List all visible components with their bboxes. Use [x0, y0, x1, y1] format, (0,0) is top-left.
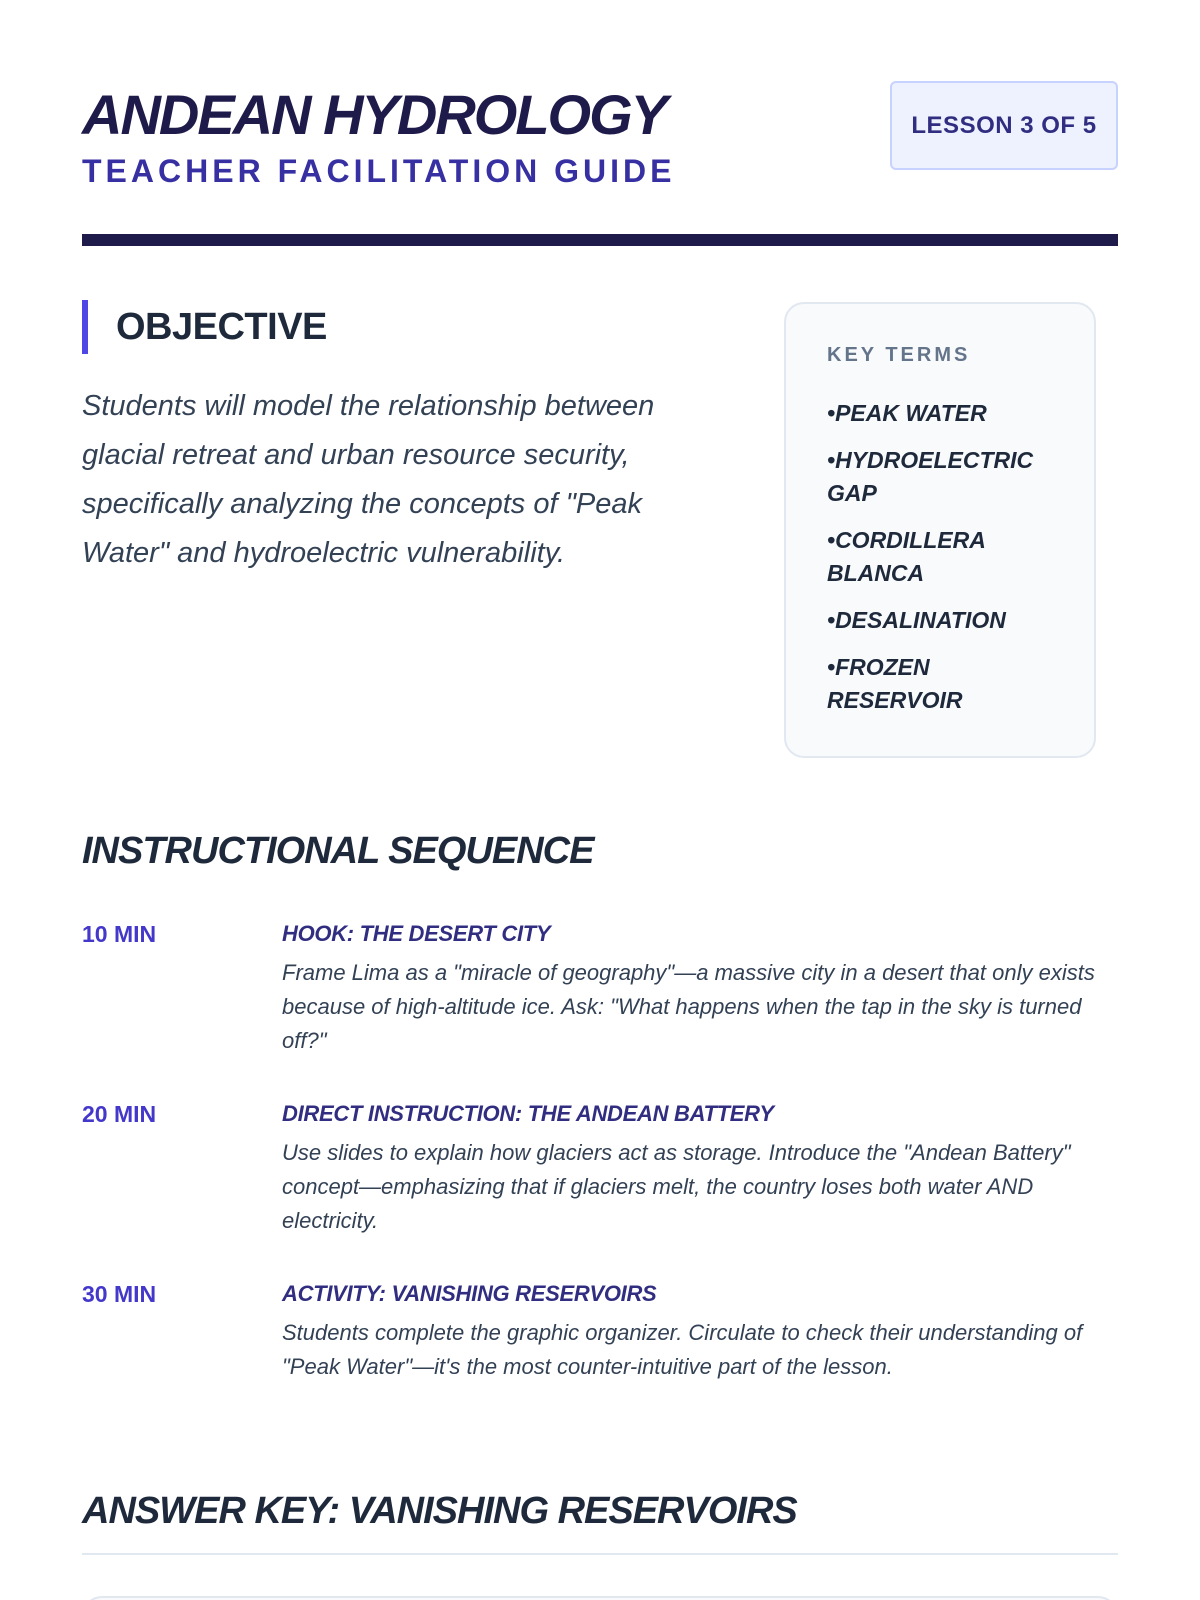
document-header [82, 0, 1118, 250]
key-terms-label: KEY TERMS [827, 344, 971, 366]
key-term-item: • PEAK WATER [827, 397, 1054, 430]
sequence-step-hook [82, 918, 1118, 1098]
objective-heading: OBJECTIVE [82, 300, 732, 354]
step-body [282, 1278, 1114, 1384]
answer-key-card [82, 1596, 1118, 1600]
step-title: ACTIVITY: VANISHING RESERVOIRS [282, 1281, 657, 1306]
objective-section [82, 300, 732, 578]
sequence-step-direct-instruction [82, 1098, 1118, 1278]
document-subtitle: TEACHER FACILITATION GUIDE [82, 153, 676, 189]
document-title: ANDEAN HYDROLOGY [82, 83, 667, 146]
step-title: HOOK: THE DESERT CITY [282, 921, 551, 946]
key-term-item: • CORDILLERA BLANCA [827, 524, 1054, 590]
step-body [282, 1098, 1114, 1238]
step-description: Use slides to explain how glaciers act as storage. Introduce the "Andean Battery" concept—emphasizing that if glaciers melt, the country loses both water AND electricity. [282, 1140, 1071, 1233]
key-terms-list [827, 397, 1054, 717]
instructional-sequence [82, 918, 1118, 1458]
step-description: Frame Lima as a "miracle of geography"—a massive city in a desert that only exists because of high-altitude ice. Ask: "What happens when the tap in the sky is turned off?" [282, 960, 1095, 1053]
sequence-step-activity [82, 1278, 1118, 1458]
header-divider [82, 234, 1118, 246]
sequence-heading: INSTRUCTIONAL SEQUENCE [82, 830, 594, 872]
key-term-item: • DESALINATION [827, 604, 1054, 637]
objective-text: Students will model the relationship between glacial retreat and urban resource security, specifically analyzing the concepts of "Peak Water" and hydroelectric vulnerability. [82, 390, 655, 569]
step-duration: 10 MIN [82, 921, 157, 947]
step-duration: 30 MIN [82, 1281, 157, 1307]
answer-key-divider [82, 1553, 1118, 1555]
lesson-badge: LESSON 3 OF 5 [890, 81, 1118, 170]
key-term-item: • FROZEN RESERVOIR [827, 651, 1054, 717]
key-terms-panel [784, 302, 1096, 758]
step-body [282, 918, 1114, 1058]
answer-key-heading: ANSWER KEY: VANISHING RESERVOIRS [82, 1490, 797, 1532]
step-description: Students complete the graphic organizer. Circulate to check their understanding of "Peak Water"—it's the most counter-intuitive part of the lesson. [282, 1320, 1083, 1379]
step-duration: 20 MIN [82, 1101, 157, 1127]
step-title: DIRECT INSTRUCTION: THE ANDEAN BATTERY [282, 1101, 774, 1126]
key-term-item: • HYDROELECTRIC GAP [827, 444, 1054, 510]
